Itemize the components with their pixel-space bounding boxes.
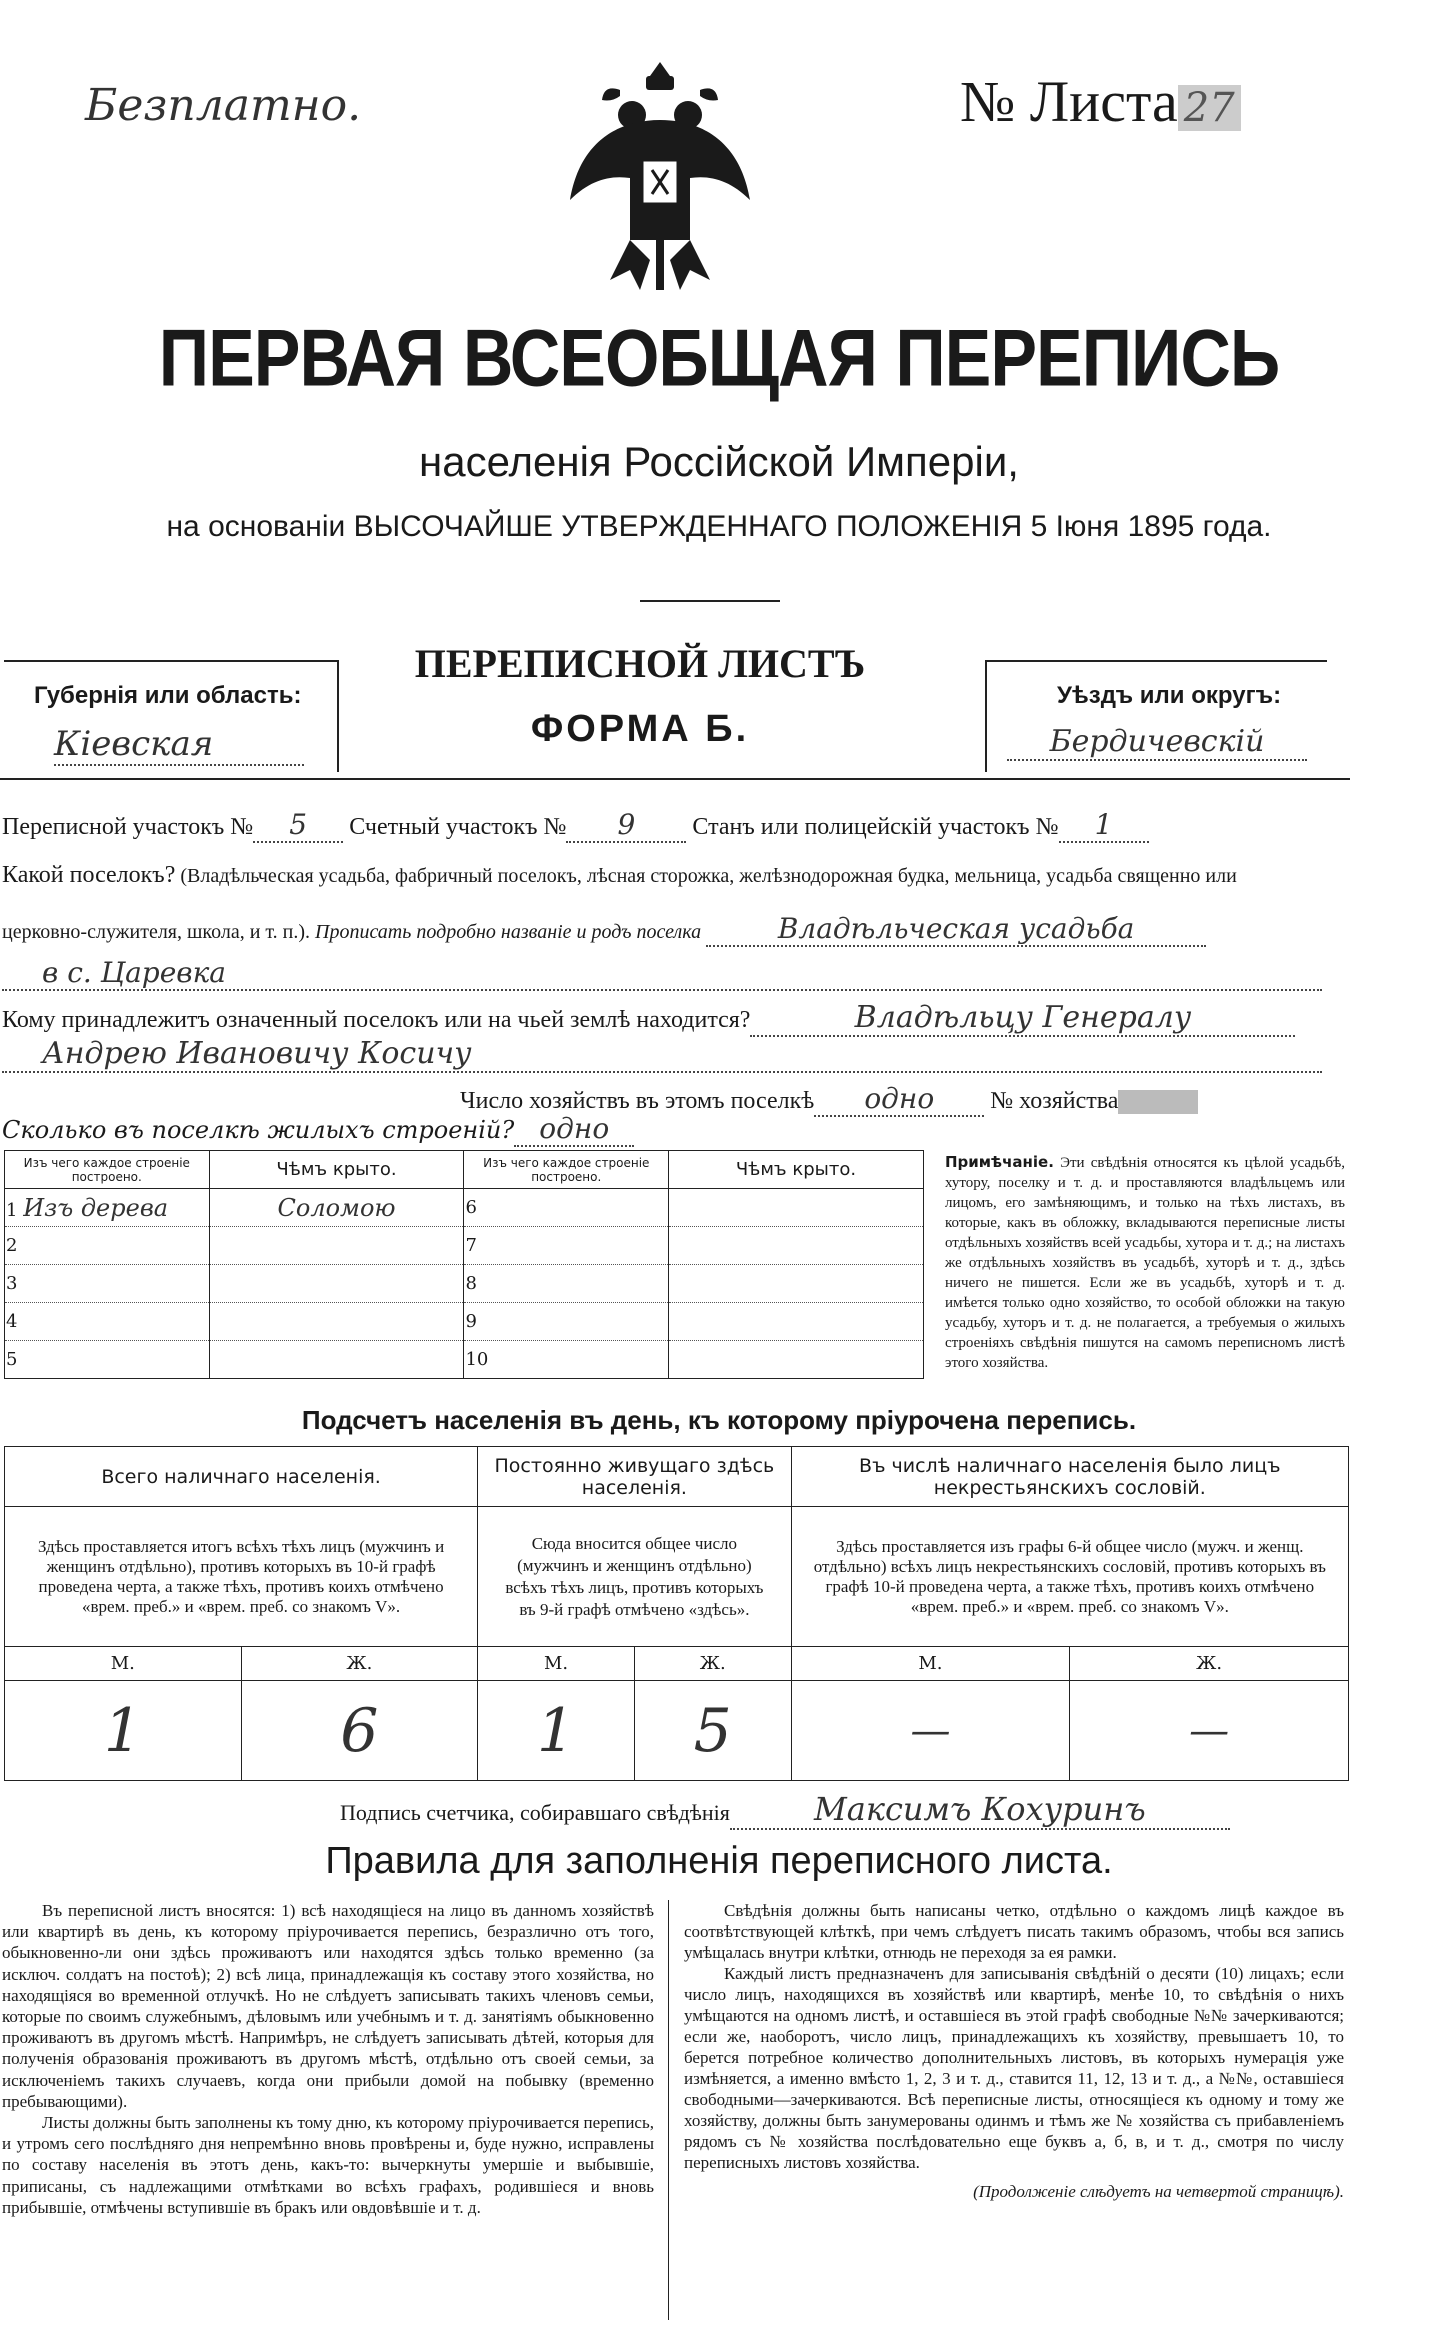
sheet-number-value: 27: [1178, 85, 1241, 131]
owner-label: Кому принадлежитъ означенный поселокъ или на чьей землѣ находится?: [2, 1007, 751, 1033]
column-divider: [668, 1900, 669, 2320]
row-number: 8: [464, 1265, 669, 1303]
settlement-value-2: в с. Царевка: [2, 956, 1322, 991]
table-header-roof: Чѣмъ крыто.: [669, 1151, 924, 1189]
page-title: ПЕРВАЯ ВСЕОБЩАЯ ПЕРЕПИСЬ: [158, 313, 1280, 403]
household-number-label: № хозяйства: [990, 1088, 1119, 1114]
rules-left-column: [2, 1900, 654, 2218]
household-number-value: [1118, 1090, 1198, 1114]
buildings-value: одно: [514, 1112, 634, 1147]
male-label: М.: [5, 1647, 242, 1681]
census-section-value: 5: [253, 808, 343, 843]
eagle-emblem-icon: [560, 60, 760, 300]
owner-row: [2, 1000, 1295, 1037]
male-label: М.: [478, 1647, 635, 1681]
table-row: [5, 1303, 924, 1341]
rules-paragraph: Свѣдѣнія должны быть написаны четко, отдѣльно о каждомъ лицѣ каждое въ соотвѣтствующей клѣткѣ, при чемъ слѣдуетъ писать такимъ образомъ, чтобы вся запись умѣщалась внутри клѣтки, отнюдь не переходя за ея рамки.: [684, 1901, 1344, 1962]
signature-value: Максимъ Кохуринъ: [730, 1790, 1230, 1830]
row-roof: Соломою: [209, 1189, 464, 1227]
permanent-female-value: 5: [634, 1681, 791, 1781]
row-material: Изъ дерева: [23, 1193, 169, 1222]
district-label: Уѣздъ или округъ:: [1057, 682, 1282, 709]
table-header-roof: Чѣмъ крыто.: [209, 1151, 464, 1189]
settlement-row-2: [2, 912, 1206, 947]
table-row: [5, 1265, 924, 1303]
district-box: [985, 660, 1327, 772]
stan-value: 1: [1059, 808, 1149, 843]
female-label: Ж.: [1070, 1647, 1349, 1681]
continued-note: (Продолженіе слѣдуетъ на четвертой страницѣ).: [973, 2182, 1344, 2201]
female-label: Ж.: [634, 1647, 791, 1681]
population-desc-permanent: Сюда вносится общее число (мужчинъ и женщинъ отдѣльно) всѣхъ тѣхъ лицъ, противъ которыхъ въ 9-й графѣ отмѣчено «здѣсь».: [478, 1507, 791, 1647]
population-title: Подсчетъ населенія въ день, къ которому пріурочена перепись.: [301, 1405, 1137, 1435]
table-header-material: Изъ чего каждое строеніе построено.: [464, 1151, 669, 1189]
owner-value-1: Владѣльцу Генералу: [750, 1000, 1295, 1037]
row-number: 5: [5, 1341, 210, 1379]
buildings-table: [4, 1150, 924, 1379]
signature-row: [340, 1790, 1230, 1830]
population-col-nonpeasant: Въ числѣ наличнаго населенія было лицъ некрестьянскихъ сословій.: [791, 1447, 1348, 1507]
table-row: [5, 1341, 924, 1379]
sheet-number-label: № Листа: [960, 69, 1178, 134]
rules-right-column: [684, 1900, 1344, 2202]
row-number: 1: [6, 1199, 18, 1221]
table-row: [5, 1227, 924, 1265]
count-section-label: Счетный участокъ №: [349, 814, 567, 840]
households-value: одно: [814, 1082, 984, 1117]
table-row: [5, 1189, 924, 1227]
note-block: [945, 1152, 1345, 1373]
free-label: Безплатно.: [85, 80, 362, 131]
rules-paragraph: Каждый листъ предназначенъ для записыванія свѣдѣній о десяти (10) лицахъ; если число лицъ, находящихся въ хозяйствѣ или квартирѣ, менѣе 10, то свѣдѣнія о нихъ умѣщаются на одномъ листѣ, и оставшіеся въ этой графѣ свободные №№ зачеркиваются; если же, наоборотъ, число лицъ, принадлежащихъ къ хозяйству, превышаетъ 10, то берется потребное количество дополнительныхъ листовъ, въ которыхъ нумерація уже измѣняется, а именно вмѣсто 1, 2, 3 и т. д., ставится 11, 12, 13 и т. д., а №№, оставшіеся свободными—зачеркиваются. Всѣ переписные листы, относящіеся къ одному и тому же хозяйству, должны быть занумерованы одинмъ и тѣмъ же № хозяйства съ прибавленіемъ рядомъ съ № хозяйства послѣдовательно еще буквъ а, б, в, и т. д., смотря по числу переписныхъ листовъ хозяйства.: [684, 1964, 1344, 2172]
row-number: 7: [464, 1227, 669, 1265]
settlement-instruction: Прописать подробно названіе и родъ поселка: [315, 921, 702, 943]
divider: [0, 778, 1350, 780]
nonpeasant-female-value: —: [1070, 1681, 1349, 1781]
province-label: Губернія или область:: [34, 682, 302, 709]
form-subtitle: ФОРМА Б.: [530, 708, 750, 750]
form-title: ПЕРЕПИСНОЙ ЛИСТЪ: [414, 641, 866, 686]
census-section-row: [2, 808, 1149, 843]
settlement-value-1: Владѣльческая усадьба: [706, 912, 1206, 947]
row-number: 6: [464, 1189, 669, 1227]
settlement-hint-2: церковно-служителя, школа, и т. п.).: [2, 921, 310, 943]
table-header-material: Изъ чего каждое строеніе построено.: [5, 1151, 210, 1189]
province-box: [4, 660, 339, 772]
buildings-label: Сколько въ поселкѣ жилыхъ строеній?: [2, 1116, 515, 1144]
row-number: 2: [5, 1227, 210, 1265]
province-value: Кіевская: [54, 724, 304, 766]
rules-paragraph: Листы должны быть заполнены къ тому дню, къ которому пріурочивается перепись, и утромъ сего послѣдняго дня непремѣнно вновь провѣрены и, буде нужно, исправлены по составу населенія въ этотъ день, какъ-то: вычеркнуты умершіе и выбывшіе, приписаны, съ надлежащими отмѣтками во всѣхъ графахъ, родившіеся и вновь прибывшіе, отмѣчены вступившіе въ бракъ или овдовѣвшіе и т. д.: [2, 2113, 654, 2217]
row-number: 3: [5, 1265, 210, 1303]
population-table: [4, 1446, 1349, 1781]
rules-paragraph: Въ переписной листъ вносятся: 1) всѣ находящіеся на лицо въ данномъ хозяйствѣ или квартирѣ въ день, къ которому пріурочивается перепись, безразлично отъ того, обыкновенно-ли они здѣсь проживаютъ или находятся здѣсь только временно (за исключ. солдатъ на постоѣ); 2) всѣ лица, принадлежащія къ составу этого хозяйства, но находящіяся во временной отлучкѣ. Но не слѣдуетъ записывать такихъ членовъ семьи, которые по своимъ служебнымъ, дѣловымъ или учебнымъ и т. д. занятіямъ обыкновенно проживаютъ въ другомъ мѣстѣ. Напримѣръ, не слѣдуетъ записывать дѣтей, которыя для полученія образованія проживаютъ въ другомъ мѣстѣ, отдѣльно отъ своей семьи, за исключеніемъ такихъ случаевъ, когда они прибыли домой на побывку (временно пребывающими).: [2, 1901, 654, 2111]
note-text: Эти свѣдѣнія относятся къ цѣлой усадьбѣ, хутору, поселку и т. д. и проставляются владѣльцемъ или лицомъ, его замѣняющимъ, и только на тѣхъ листахъ, въ которые, какъ въ обложку, вкладываются переписные листы отдѣльныхъ хозяйствъ всей усадьбы, хутора и т. д.; на листахъ же отдѣльныхъ хозяйствъ въ усадьбѣ, хуторѣ и т. д., здѣсь ничего не пишется. Если же въ усадьбѣ, хуторѣ и т. д. имѣется только одно хозяйство, то особой обложки на такую усадьбу, хуторъ и т. д. не полагается, а требуемыя о жилыхъ строеніяхъ свѣдѣнія пишутся на самомъ переписномъ листѣ этого хозяйства.: [945, 1155, 1346, 1371]
row-number: 4: [5, 1303, 210, 1341]
settlement-row: [2, 862, 1237, 889]
population-col-permanent: Постоянно живущаго здѣсь населенія.: [478, 1447, 791, 1507]
nonpeasant-male-value: —: [791, 1681, 1070, 1781]
divider: [640, 600, 780, 602]
male-label: М.: [791, 1647, 1070, 1681]
count-section-value: 9: [566, 808, 686, 843]
population-desc-total: Здѣсь проставляется итогъ всѣхъ тѣхъ лицъ (мужчинъ и женщинъ отдѣльно), противъ которыхъ въ 10-й графѣ проведена черта, а также тѣхъ, противъ коихъ отмѣчено «врем. преб.» и «врем. преб. со знакомъ V».: [5, 1507, 478, 1647]
permanent-male-value: 1: [478, 1681, 635, 1781]
note-title: Примѣчаніе.: [945, 1153, 1054, 1171]
sheet-number: [960, 68, 1241, 135]
rules-title: Правила для заполненія переписного листа.: [325, 1840, 1113, 1882]
population-desc-nonpeasant: Здѣсь проставляется изъ графы 6-й общее число (мужч. и женщ. отдѣльно) всѣхъ лицъ некрестьянскихъ сословій, противъ которыхъ въ графѣ 10-й проведена черта, а также тѣхъ, противъ коихъ отмѣчено «врем. преб.» и «врем. преб. со знакомъ V».: [791, 1507, 1348, 1647]
census-section-label: Переписной участокъ №: [2, 814, 254, 840]
page-subtitle: населенія Россійской Имперіи,: [419, 438, 1019, 485]
total-male-value: 1: [5, 1681, 242, 1781]
row-number: 10: [464, 1341, 669, 1379]
signature-label: Подпись счетчика, собиравшаго свѣдѣнія: [340, 1800, 730, 1825]
buildings-row: [2, 1112, 634, 1147]
households-label: Число хозяйствъ въ этомъ поселкѣ: [460, 1088, 815, 1114]
settlement-hint: (Владѣльческая усадьба, фабричный поселокъ, лѣсная сторожка, желѣзнодорожная будка, мельница, усадьба священно или: [180, 865, 1237, 887]
row-number: 9: [464, 1303, 669, 1341]
owner-value-2: Андрею Ивановичу Косичу: [2, 1036, 1322, 1073]
total-female-value: 6: [241, 1681, 478, 1781]
female-label: Ж.: [241, 1647, 478, 1681]
settlement-label: Какой поселокъ?: [2, 862, 176, 888]
stan-label: Станъ или полицейскій участокъ №: [692, 814, 1059, 840]
population-col-total: Всего наличнаго населенія.: [5, 1447, 478, 1507]
page-basis: на основаніи ВЫСОЧАЙШЕ УТВЕРЖДЕННАГО ПОЛОЖЕНІЯ 5 Іюня 1895 года.: [166, 510, 1272, 543]
district-value: Бердичевскій: [1007, 724, 1307, 761]
